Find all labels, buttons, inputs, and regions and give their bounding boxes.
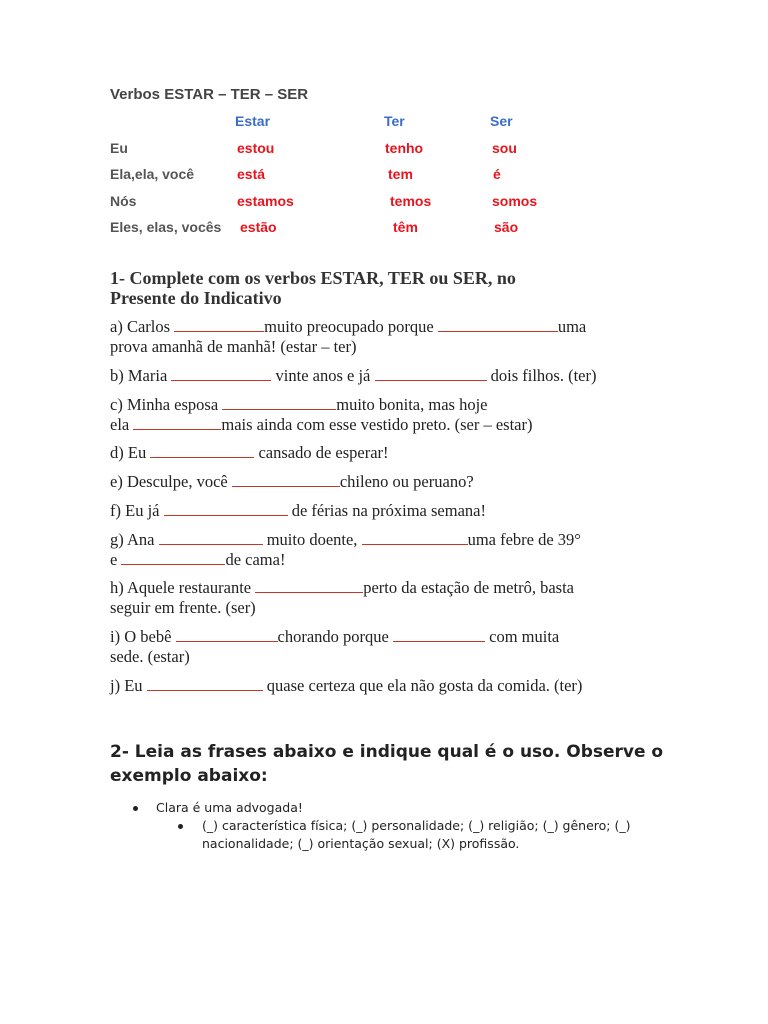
form-ser-nos: somos: [492, 193, 538, 209]
form-ser-ela: é: [493, 166, 501, 182]
form-ser-eles: são: [494, 219, 519, 235]
form-ser-eu: sou: [492, 140, 517, 156]
header-estar: Estar: [235, 113, 271, 129]
exercise-item-b: b) Maria vinte anos e já dois filhos. (ter): [110, 366, 597, 385]
answer-blank[interactable]: [375, 366, 487, 381]
header-ser: Ser: [490, 113, 513, 129]
exercise1-title: 1- Complete com os verbos ESTAR, TER ou SER, no Presente do Indicativo: [110, 268, 516, 308]
exercise-item-h: h) Aquele restaurante perto da estação de metrô, basta seguir em frente. (ser): [110, 578, 574, 617]
bullet-icon: [133, 806, 138, 811]
exercise-item-i: i) O bebê chorando porque com muita sede. (estar): [110, 627, 560, 666]
form-ter-eles: têm: [393, 219, 418, 235]
answer-blank[interactable]: [133, 415, 221, 430]
form-estar-nos: estamos: [237, 193, 294, 209]
answer-blank[interactable]: [255, 578, 363, 593]
answer-blank[interactable]: [362, 530, 468, 545]
exercise-item-j: j) Eu quase certeza que ela não gosta da comida. (ter): [110, 676, 583, 695]
form-ter-nos: temos: [390, 193, 432, 209]
exercise-item-f: f) Eu já de férias na próxima semana!: [110, 501, 486, 520]
answer-blank[interactable]: [147, 676, 263, 691]
answer-blank[interactable]: [176, 627, 278, 642]
form-ter-eu: tenho: [385, 140, 424, 156]
exercise-item-c: c) Minha esposa muito bonita, mas hoje ela mais ainda com esse vestido preto. (ser – estar): [110, 395, 533, 434]
exercise-item-d: d) Eu cansado de esperar!: [110, 443, 389, 462]
answer-blank[interactable]: [232, 472, 340, 487]
answer-blank[interactable]: [174, 317, 264, 332]
bullet-icon: [178, 824, 183, 829]
exercise-item-a: a) Carlos muito preocupado porque uma prova amanhã de manhã! (estar – ter): [110, 317, 587, 356]
answer-blank[interactable]: [164, 501, 288, 516]
form-estar-ela: está: [237, 166, 266, 182]
pronoun-eles: Eles, elas, vocês: [110, 219, 222, 235]
exercise-item-e: e) Desculpe, você chileno ou peruano?: [110, 472, 474, 491]
exercise-item-g: g) Ana muito doente, uma febre de 39° e de cama!: [110, 530, 581, 569]
table-title: Verbos ESTAR – TER – SER: [110, 86, 309, 103]
exercise2-title: 2- Leia as frases abaixo e indique qual é o uso. Observe o exemplo abaixo:: [110, 742, 664, 786]
pronoun-nos: Nós: [110, 193, 137, 209]
answer-blank[interactable]: [171, 366, 271, 381]
form-estar-eu: estou: [237, 140, 275, 156]
example-sentence: Clara é uma advogada!: [156, 800, 303, 815]
form-ter-ela: tem: [388, 166, 413, 182]
answer-blank[interactable]: [150, 443, 254, 458]
usage-options: (_) característica física; (_) personalidade; (_) religião; (_) gênero; (_) nacionalidade; (_) orientação sexual; (X) profissão.: [202, 818, 631, 851]
answer-blank[interactable]: [393, 627, 485, 642]
header-ter: Ter: [384, 113, 405, 129]
answer-blank[interactable]: [159, 530, 263, 545]
answer-blank[interactable]: [438, 317, 558, 332]
pronoun-ela: Ela,ela, você: [110, 166, 195, 182]
form-estar-eles: estão: [240, 219, 277, 235]
pronoun-eu: Eu: [110, 140, 128, 156]
answer-blank[interactable]: [121, 550, 225, 565]
answer-blank[interactable]: [222, 395, 336, 410]
